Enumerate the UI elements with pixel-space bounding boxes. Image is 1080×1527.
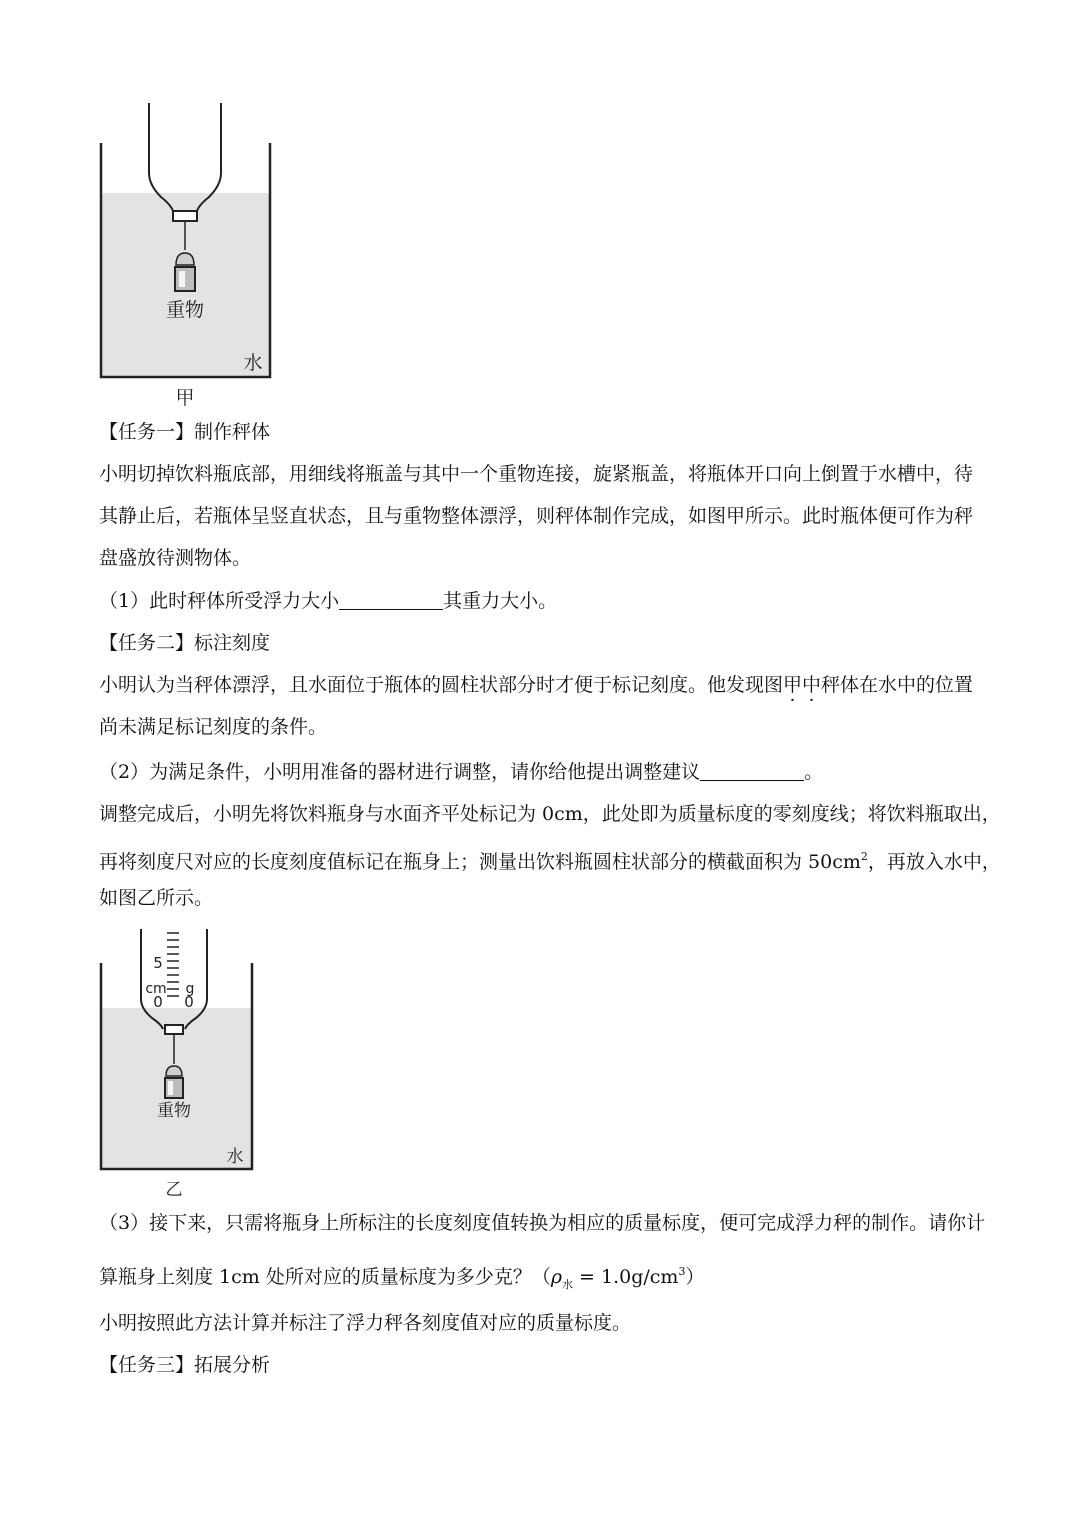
scale-ticks: [167, 933, 179, 996]
question-2: [99, 762, 823, 782]
weight-label: 重物: [165, 299, 205, 321]
weight-knob: [166, 1066, 182, 1076]
emphasis-zhong: 中: [802, 674, 822, 696]
question-3-line2: [99, 1262, 704, 1294]
density-superscript: 3: [678, 1265, 686, 1278]
task2-paragraph2-line1: 调整完成后，小明先将饮料瓶身与水面齐平处标记为 0cm，此处即为质量标度的零刻度线；将饮料瓶取出，: [99, 803, 1001, 825]
task2-paragraph-line2: 尚未满足标记刻度的条件。: [99, 716, 328, 738]
figure-caption: 甲: [175, 387, 195, 409]
task2-text-a: 小明认为当秤体漂浮，且水面位于瓶体的圆柱状部分时才便于标记刻度。他发现图: [99, 674, 784, 696]
task1-heading: 【任务一】制作秤体: [99, 421, 271, 443]
emphasis-jia: 甲: [783, 674, 803, 696]
question-1: [99, 591, 557, 611]
answer-blank-2[interactable]: [700, 762, 804, 781]
figure-jia: [95, 95, 285, 415]
task2-paragraph2-line2: [99, 847, 1001, 872]
task2-paragraph2-line3: 如图乙所示。: [99, 887, 214, 909]
task2-heading: 【任务二】标注刻度: [99, 632, 271, 654]
task2-paragraph-line1: [99, 676, 973, 695]
paragraph-after-q3: 小明按照此方法计算并标注了浮力秤各刻度值对应的质量标度。: [99, 1312, 632, 1334]
area-text-tail: ，再放入水中，: [867, 851, 1001, 873]
answer-blank-1[interactable]: [339, 591, 443, 610]
question-2-text: （2）为满足条件，小明用准备的器材进行调整，请你给他提出调整建议: [99, 761, 701, 783]
task1-paragraph-line3: 盘盛放待测物体。: [99, 547, 252, 569]
task2-text-b: 秤体在水中的位置: [821, 674, 974, 696]
task1-paragraph-line1: 小明切掉饮料瓶底部，用细线将瓶盖与其中一个重物连接，旋紧瓶盖，将瓶体开口向上倒置于水槽中，待: [99, 463, 974, 485]
rho-subscript: 水: [562, 1278, 573, 1291]
task1-paragraph-line2: 其静止后，若瓶体呈竖直状态，且与重物整体漂浮，则秤体制作完成，如图甲所示。此时瓶体便可作为秤: [99, 505, 974, 527]
question-3-text: 算瓶身上刻度 1cm 处所对应的质量标度为多少克？（: [99, 1266, 551, 1288]
figure-caption: 乙: [165, 1180, 183, 1200]
question-3-tail: ）: [685, 1266, 705, 1288]
water-label: 水: [226, 1147, 244, 1167]
area-text: 再将刻度尺对应的长度刻度值标记在瓶身上；测量出饮料瓶圆柱状部分的横截面积为 50cm: [99, 851, 861, 873]
question-2-tail: 。: [804, 761, 824, 783]
question-1-text: （1）此时秤体所受浮力大小: [99, 590, 340, 612]
scale-label-5: 5: [153, 954, 163, 972]
bottle-cap: [173, 211, 197, 221]
figure-yi: [95, 925, 265, 1200]
scale-unit-g: g: [185, 981, 195, 997]
scale-unit-cm: cm: [145, 981, 167, 997]
scale-zero-left: 0: [153, 993, 163, 1011]
question-3-line1: （3）接下来，只需将瓶身上所标注的长度刻度值转换为相应的质量标度，便可完成浮力秤的制作。请你计: [99, 1212, 986, 1234]
density-value: = 1.0g/cm: [573, 1266, 679, 1288]
scale-zero-right: 0: [184, 993, 194, 1011]
rho-symbol: ρ: [550, 1266, 562, 1288]
weight-block: [165, 1078, 183, 1098]
weight-label: 重物: [157, 1101, 191, 1121]
bottle-cap: [165, 1025, 183, 1034]
area-superscript: 2: [860, 850, 868, 863]
water-label: 水: [243, 352, 263, 374]
question-1-tail: 其重力大小。: [443, 590, 558, 612]
weight-knob: [176, 253, 194, 265]
task3-heading: 【任务三】拓展分析: [99, 1354, 271, 1376]
